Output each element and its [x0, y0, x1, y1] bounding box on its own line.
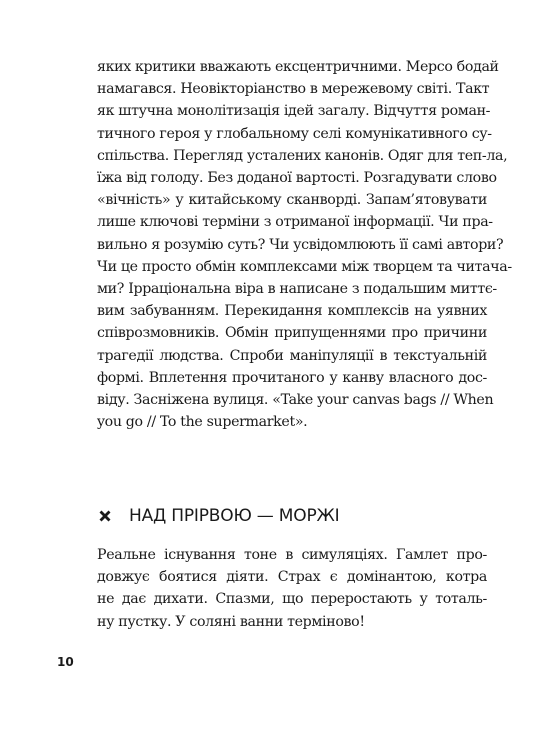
text-line: віду. Засніжена вулиця. «Take your canvas bags // When	[97, 392, 494, 409]
text-line: спільства. Перегляд усталених канонів. Одяг для теп-ла,	[97, 147, 508, 164]
text-line: яких критики вважають ексцентричними. Мерсо бодай	[97, 59, 499, 75]
section-heading-text: НАД ПРІРВОЮ — МОРЖІ	[129, 506, 340, 526]
text-line: лише ключові терміни з отриманої інформації. Чи пра-	[97, 214, 493, 231]
text-line: вим забуванням. Перекидання комплексів на уявних	[97, 303, 487, 320]
text-line: формі. Вплетення прочитаного у канву власного дос-	[97, 369, 487, 386]
text-line: трагедії людства. Спроби маніпуляції в текстуальній	[97, 347, 487, 364]
text-line: вильно я розумію суть? Чи усвідомлюють її самі автори?	[97, 236, 504, 253]
text-line: співрозмовників. Обмін припущеннями про причини	[97, 325, 487, 342]
text-line-with-redaction	[97, 611, 487, 633]
section-heading	[97, 503, 487, 529]
text-line: «вічність» у китайському сканворді. Запам’ятовувати	[97, 192, 487, 209]
text-line: Реальне існування тоне в симуляціях. Гамлет про-	[97, 547, 487, 563]
text-line: намагався. Неовікторіанство в мережевому світі. Такт	[97, 81, 490, 98]
text-line: ну пустку. У соляні ванни терміново!	[97, 613, 365, 630]
page-number: 10	[57, 655, 74, 669]
text-line: їжа від голоду. Без доданої вартості. Розгадувати слово	[97, 170, 497, 187]
text-line: не дає дихати. Спазми, що переростають у тоталь-	[97, 591, 487, 608]
body-paragraph-1	[97, 56, 512, 433]
text-line: Чи це просто обмін комплексами між творцем та читача-	[97, 258, 512, 275]
text-line: як штучна монолітизація ідей загалу. Відчуття роман-	[97, 103, 491, 120]
cross-icon	[97, 508, 113, 524]
text-line: you go // To the supermarket».	[97, 414, 308, 431]
body-paragraph-2	[97, 544, 487, 633]
text-line: ми? Ірраціональна віра в написане з подальшим миттє-	[97, 281, 497, 298]
text-line: довжує боятися діяти. Страх є домінантою, котра	[97, 569, 487, 586]
text-line: тичного героя у глобальному селі комунікативного су-	[97, 125, 492, 142]
